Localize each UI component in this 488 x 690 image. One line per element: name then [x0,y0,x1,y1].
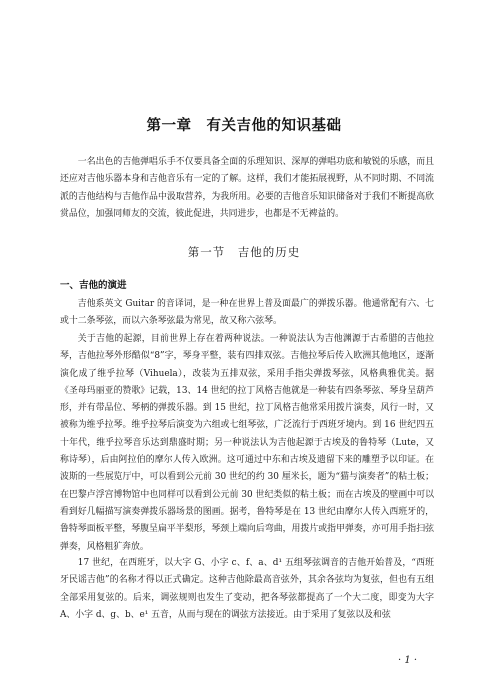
page-number: · 1 · [398,655,418,666]
section-title: 第一节 吉他的历史 [187,245,301,259]
chapter-intro-paragraph: 一名出色的吉他弹唱乐手不仅要具备全面的乐理知识、深厚的弹唱功底和敏锐的乐感，而且还应对吉他乐器本身和吉他音乐有一定的了解。这样，我们才能拓展视野，从不同时期、不同流派的吉他结构与吉他作品中汲取营养，为我所用。必要的吉他音乐知识储备对于我们不断提高欣赏品位，加强同师友的交流，彼此促进，共同进步，也都是不无裨益的。 [60,157,434,219]
chapter-title: 第一章 有关吉他的知识基础 [146,118,342,134]
subsection-heading: 一、吉他的演进 [60,280,127,291]
body-paragraph-2: 关于吉他的起源，目前世界上存在着两种说法。一种说法认为吉他渊源于古希腊的吉他拉琴，吉他拉琴外形酷似“8”字，琴身平整，装有四排双弦。吉他拉琴后传入欧洲其他地区，逐渐演化成了维乎拉琴（Vihuela），改装为五排双弦，采用手指尖弹拨琴弦，风格典雅优美。据《圣母玛丽亚的赞歌》记载，13、14 世纪的拉丁风格吉他就是一种装有四条琴弦、琴身呈葫芦形，并有带品位、琴柄的弹拨乐器。到 15 世纪，拉丁风格吉他常采用拨片演奏，风行一时，又被称为维乎拉琴。维乎拉琴后演变为六组或七组琴弦，广泛流行于西班牙境内。到 16 世纪四五十年代，维乎拉琴音乐达到鼎盛时期；另一种说法认为吉他起源于古埃及的鲁特琴（Lute，又称诗琴），后由阿拉伯的摩尔人传入欧洲。这可通过中东和古埃及遗留下来的雕塑予以印证。在波斯的一些展览厅中，可以看到公元前 30 世纪的约 30 厘米长，题为“猫与演奏者”的粘土板；在巴黎卢浮宫博物馆中也同样可以看到公元前 30 世纪类似的粘土板；而在古埃及的壁画中可以看到好几幅描写演奏弹拨乐器场景的图画。据考，鲁特琴是在 13 世纪由摩尔人传入西班牙的，鲁特琴面板平整，琴腹呈扁平半梨形，琴颈上端向后弯曲，用拨片或指甲弹奏，亦可用手指扫弦弹奏，风格粗犷奔放。 [60,334,434,552]
body-paragraph-1: 吉他系英文 Guitar 的音译词，是一种在世界上普及面最广的弹拨乐器。他通常配有六、七或十二条琴弦，而以六条琴弦最为常见，故又称六弦琴。 [60,299,434,327]
body-paragraph-3: 17 世纪，在西班牙，以大字 G、小字 c、f、a、d¹ 五组琴弦调音的吉他开始普及，“西班牙民谣吉他”的名称才得以正式确定。这种吉他除最高音弦外，其余各弦均为复弦，但也有五组全部采用复弦的。后来，调弦规则也发生了变动，把各琴弦都提高了一个大二度，即变为大字 A、小字 d、g、b、e¹ 五音，从而与现在的调弦方法接近。由于采用了复弦以及和弦 [60,558,434,620]
